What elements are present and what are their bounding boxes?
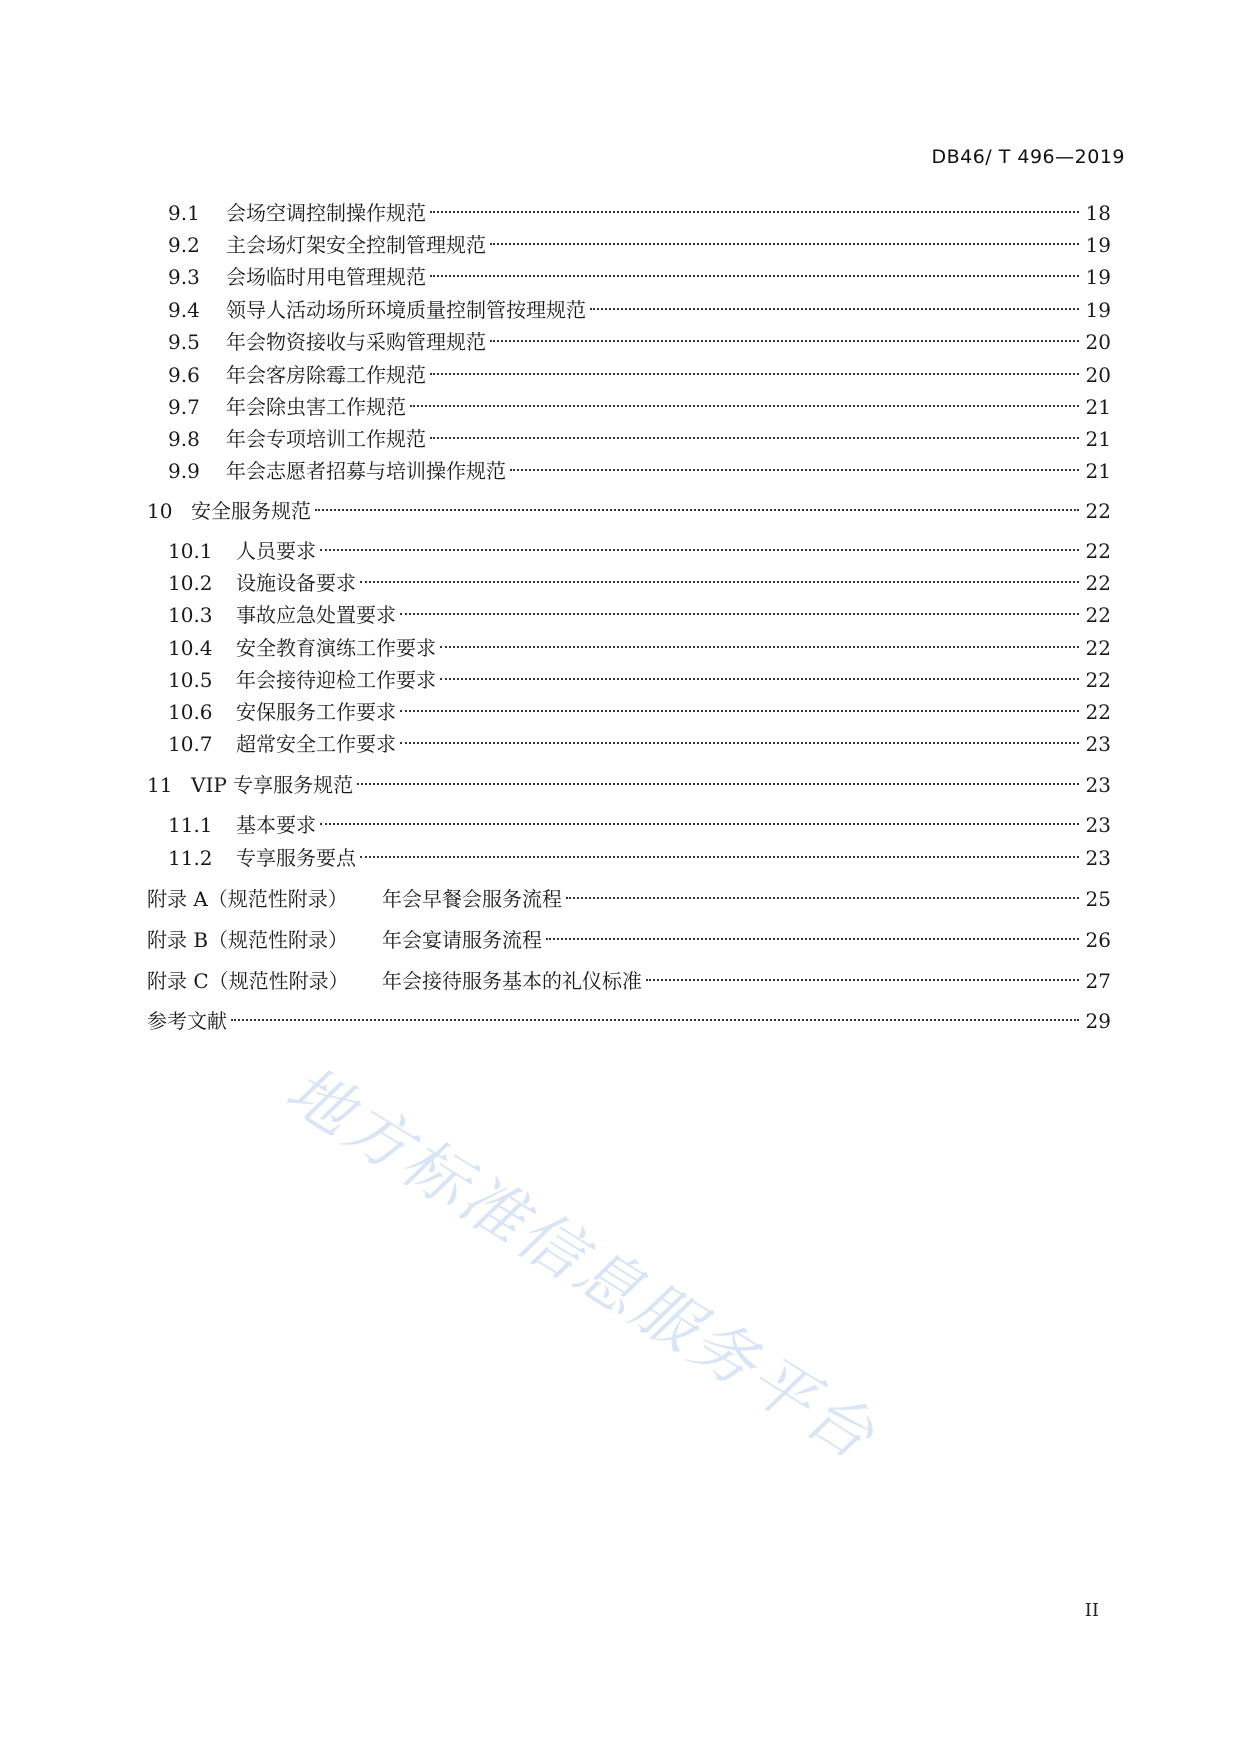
toc-entry[interactable] xyxy=(168,665,1111,695)
toc-entry[interactable] xyxy=(147,496,1111,526)
toc-entry[interactable] xyxy=(147,770,1111,800)
toc-entry-title: 年会接待迎检工作要求 xyxy=(236,668,436,692)
toc-entry-number: 10.5 xyxy=(168,668,213,692)
toc-entry-title: 年会专项培训工作规范 xyxy=(226,427,426,451)
toc-entry-page: 27 xyxy=(1085,969,1111,993)
toc-entry-title: 安全服务规范 xyxy=(191,499,311,523)
toc-entry-page: 23 xyxy=(1085,813,1111,837)
toc-entry-page: 22 xyxy=(1085,700,1111,724)
toc-entry-page: 18 xyxy=(1085,201,1111,225)
toc-entry-title: 专享服务要点 xyxy=(236,846,356,870)
toc-entry[interactable] xyxy=(168,600,1111,630)
toc-entry-title: 会场空调控制操作规范 xyxy=(226,201,426,225)
document-code: DB46/ T 496—2019 xyxy=(931,146,1125,168)
toc-entry[interactable] xyxy=(168,697,1111,727)
toc-entry[interactable] xyxy=(168,843,1111,873)
toc-leader-dots xyxy=(490,243,1079,245)
toc-entry-appendix-b[interactable] xyxy=(147,925,1111,955)
toc-entry-title: 人员要求 xyxy=(236,539,316,563)
toc-entry-page: 22 xyxy=(1085,603,1111,627)
toc-entry-page: 23 xyxy=(1085,732,1111,756)
toc-entry[interactable] xyxy=(168,633,1111,663)
toc-entry-number: 9.8 xyxy=(168,427,200,451)
toc-entry-number: 9.2 xyxy=(168,233,200,257)
toc-entry-title: 年会早餐会服务流程 xyxy=(382,887,562,911)
toc-entry-number: 9.3 xyxy=(168,265,200,289)
toc-leader-dots xyxy=(430,275,1079,277)
toc-entry-page: 22 xyxy=(1085,539,1111,563)
toc-entry-title: 会场临时用电管理规范 xyxy=(226,265,426,289)
toc-entry-number: 10.1 xyxy=(168,539,213,563)
toc-entry[interactable] xyxy=(168,536,1111,566)
toc-entry-title: 主会场灯架安全控制管理规范 xyxy=(226,233,486,257)
toc-entry[interactable] xyxy=(168,729,1111,759)
toc-leader-dots xyxy=(315,509,1079,511)
toc-entry-number: 9.6 xyxy=(168,363,200,387)
toc-entry-number: 10.4 xyxy=(168,636,213,660)
toc-entry[interactable] xyxy=(168,456,1111,486)
toc-entry-title: 基本要求 xyxy=(236,813,316,837)
toc-leader-dots xyxy=(400,613,1079,615)
toc-entry[interactable] xyxy=(168,230,1111,260)
toc-entry-number: 10.3 xyxy=(168,603,213,627)
toc-leader-dots xyxy=(590,308,1079,310)
appendix-label: 附录 C（规范性附录） xyxy=(147,969,349,993)
toc-leader-dots xyxy=(440,646,1079,648)
toc-entry-number: 10.7 xyxy=(168,732,213,756)
toc-entry-number: 9.4 xyxy=(168,298,200,322)
toc-entry-page: 21 xyxy=(1085,459,1111,483)
toc-entry-number: 10.2 xyxy=(168,571,213,595)
toc-entry-page: 22 xyxy=(1085,668,1111,692)
toc-entry-page: 19 xyxy=(1085,233,1111,257)
toc-leader-dots xyxy=(410,405,1079,407)
toc-entry[interactable] xyxy=(168,198,1111,228)
toc-entry-number: 9.9 xyxy=(168,459,200,483)
toc-leader-dots xyxy=(430,437,1079,439)
toc-leader-dots xyxy=(440,678,1079,680)
toc-entry[interactable] xyxy=(168,568,1111,598)
toc-entry-title: 年会客房除霉工作规范 xyxy=(226,363,426,387)
toc-entry[interactable] xyxy=(168,360,1111,390)
toc-entry-title: 安保服务工作要求 xyxy=(236,700,396,724)
toc-entry[interactable] xyxy=(168,392,1111,422)
toc-entry-page: 23 xyxy=(1085,846,1111,870)
toc-entry-page: 23 xyxy=(1085,773,1111,797)
toc-leader-dots xyxy=(510,469,1079,471)
watermark: 地方标准信息服务平台 xyxy=(272,1052,889,1476)
toc-leader-dots xyxy=(430,373,1079,375)
toc-entry-page: 25 xyxy=(1085,887,1111,911)
toc-leader-dots xyxy=(430,211,1079,213)
toc-entry-page: 19 xyxy=(1085,298,1111,322)
toc-entry-title: 年会除虫害工作规范 xyxy=(226,395,406,419)
toc-entry-page: 19 xyxy=(1085,265,1111,289)
toc-entry-number: 10.6 xyxy=(168,700,213,724)
toc-entry-number: 9.1 xyxy=(168,201,200,225)
toc-leader-dots xyxy=(231,1019,1079,1021)
toc-entry-references[interactable] xyxy=(147,1006,1111,1036)
page-number: II xyxy=(1084,1600,1099,1621)
toc-entry-page: 22 xyxy=(1085,571,1111,595)
toc-entry-page: 22 xyxy=(1085,636,1111,660)
toc-entry-page: 20 xyxy=(1085,330,1111,354)
toc-leader-dots xyxy=(357,783,1079,785)
toc-leader-dots xyxy=(360,581,1079,583)
toc-entry-title: 安全教育演练工作要求 xyxy=(236,636,436,660)
toc-entry[interactable] xyxy=(168,295,1111,325)
toc-entry-page: 20 xyxy=(1085,363,1111,387)
toc-entry-page: 26 xyxy=(1085,928,1111,952)
toc-entry-page: 21 xyxy=(1085,427,1111,451)
appendix-label: 附录 A（规范性附录） xyxy=(147,887,348,911)
toc-leader-dots xyxy=(566,897,1079,899)
toc-entry-title: 年会物资接收与采购管理规范 xyxy=(226,330,486,354)
toc-entry-title: 年会接待服务基本的礼仪标准 xyxy=(382,969,642,993)
toc-entry-title: 事故应急处置要求 xyxy=(236,603,396,627)
toc-entry-number: 10 xyxy=(147,499,173,523)
toc-entry-number: 11.1 xyxy=(168,813,213,837)
toc-leader-dots xyxy=(360,856,1079,858)
toc-entry-title: 设施设备要求 xyxy=(236,571,356,595)
toc-entry-title: 年会宴请服务流程 xyxy=(382,928,542,952)
toc-entry-number: 11 xyxy=(147,773,173,797)
toc-leader-dots xyxy=(546,938,1079,940)
toc-leader-dots xyxy=(400,742,1079,744)
toc-entry[interactable] xyxy=(168,327,1111,357)
toc-entry-number: 9.5 xyxy=(168,330,200,354)
toc-leader-dots xyxy=(400,710,1079,712)
toc-entry-appendix-a[interactable] xyxy=(147,884,1111,914)
toc-leader-dots xyxy=(646,979,1079,981)
toc-entry-page: 21 xyxy=(1085,395,1111,419)
toc-entry[interactable] xyxy=(168,262,1111,292)
toc-entry-title: 年会志愿者招募与培训操作规范 xyxy=(226,459,506,483)
toc-entry[interactable] xyxy=(168,810,1111,840)
toc-entry-number: 11.2 xyxy=(168,846,213,870)
toc-entry-title: 领导人活动场所环境质量控制管按理规范 xyxy=(226,298,586,322)
appendix-label: 附录 B（规范性附录） xyxy=(147,928,349,952)
toc-entry-page: 22 xyxy=(1085,499,1111,523)
toc-leader-dots xyxy=(320,549,1079,551)
toc-entry-title: 参考文献 xyxy=(147,1009,227,1033)
toc-entry-title: 超常安全工作要求 xyxy=(236,732,396,756)
toc-entry-appendix-c[interactable] xyxy=(147,966,1111,996)
toc-entry-title: VIP 专享服务规范 xyxy=(191,773,354,797)
toc-entry[interactable] xyxy=(168,424,1111,454)
toc-entry-page: 29 xyxy=(1085,1009,1111,1033)
toc-leader-dots xyxy=(320,823,1079,825)
toc-entry-number: 9.7 xyxy=(168,395,200,419)
toc-leader-dots xyxy=(490,340,1079,342)
